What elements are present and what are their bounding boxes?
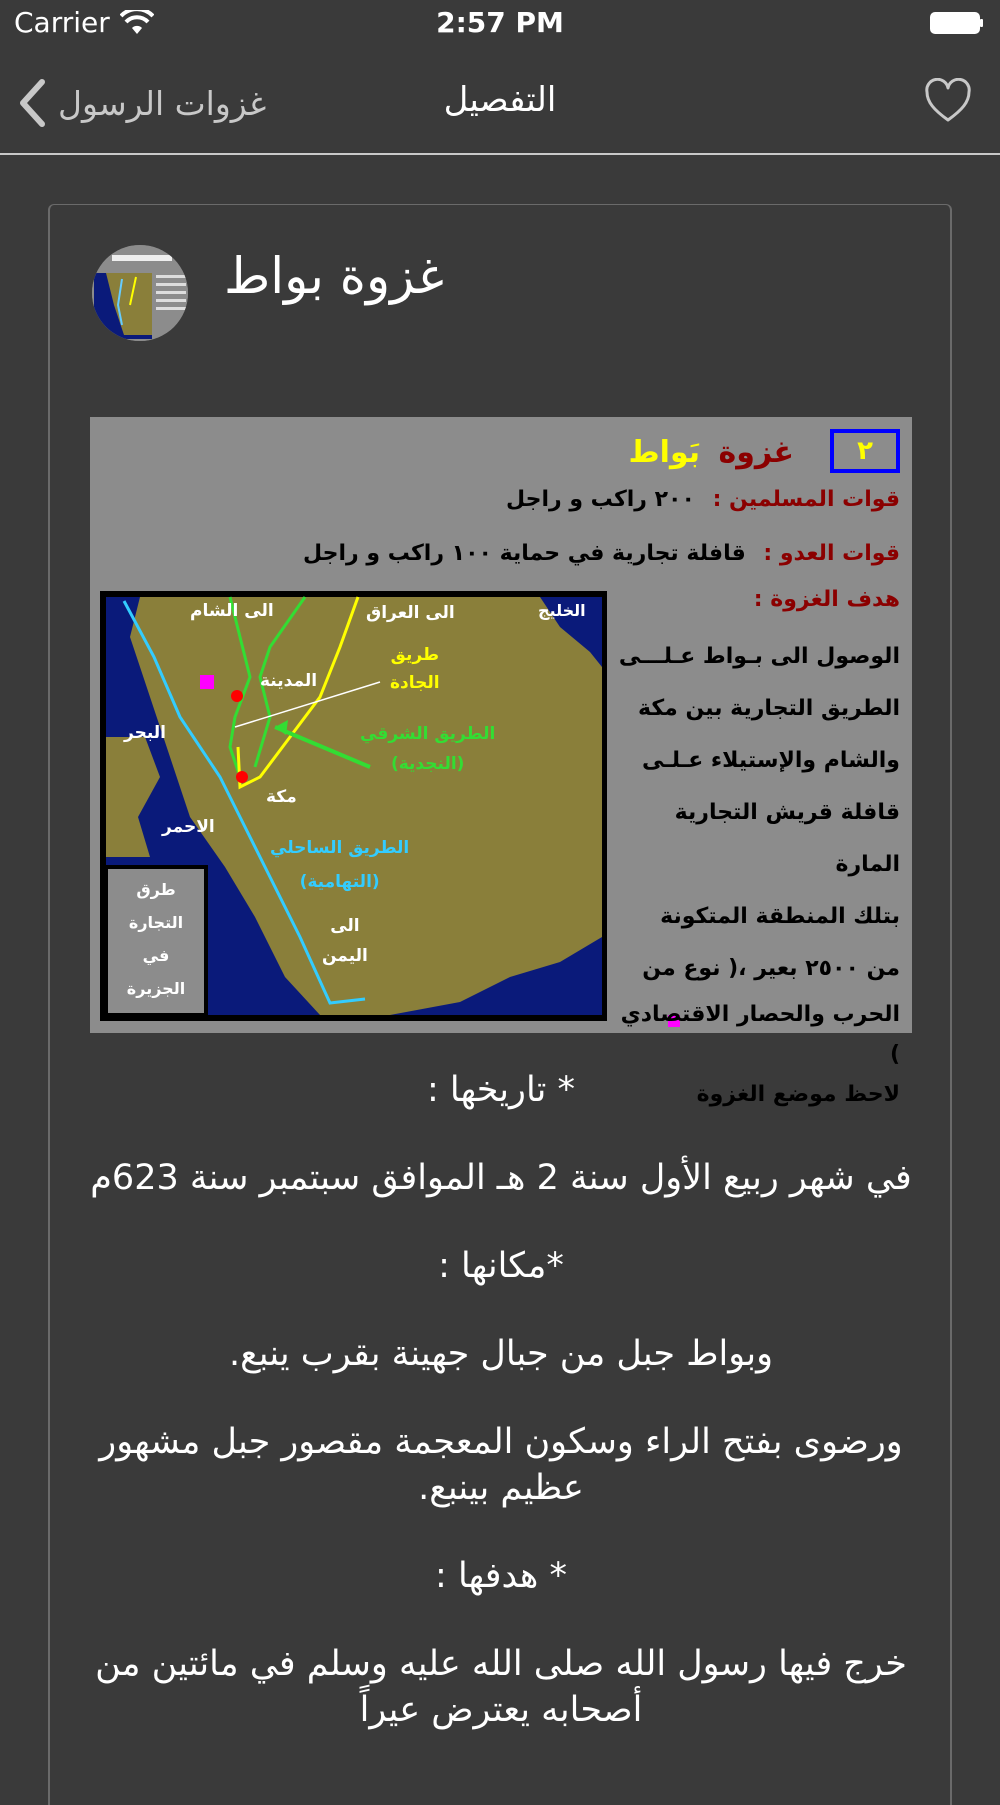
muslim-forces-value: ٢٠٠ راكب و راجل bbox=[505, 487, 695, 512]
goal-paragraph: خرج فيها رسول الله صلى الله عليه وسلم في مائتين من أصحابه يعترض عيراً bbox=[95, 1644, 907, 1730]
map-heading-word1: غزوة bbox=[718, 435, 794, 470]
map-label-yemen-1: الى bbox=[330, 916, 360, 936]
enemy-forces-row bbox=[303, 541, 900, 566]
map-number: ٢ bbox=[857, 436, 873, 466]
map-label-eastern-road-1: الطريق الشرقي bbox=[360, 724, 496, 744]
map-label-road-jada-1: طريق bbox=[390, 645, 439, 665]
goal-line: من ٢٥٠٠ بعير ،( نوع من bbox=[642, 956, 900, 981]
map-label-road-jada-2: الجادة bbox=[390, 673, 440, 693]
goal-line: والشام والإستيلاء عـلـى bbox=[641, 748, 900, 773]
map-legend-line: طرق bbox=[136, 880, 176, 899]
goal-line: الحرب والحصار الاقتصادي ) bbox=[620, 1002, 900, 1067]
place-text: وبواط جبل من جبال جهينة بقرب ينبع. bbox=[229, 1334, 773, 1374]
goal-line: بتلك المنطقة المتكونة bbox=[660, 904, 900, 929]
map-label-sham: الى الشام bbox=[190, 601, 274, 621]
map-label-madina: المدينة bbox=[260, 671, 318, 691]
article-body bbox=[90, 1067, 912, 1775]
muslim-forces-label: قوات المسلمين : bbox=[712, 487, 900, 512]
navigation-bar bbox=[0, 50, 1000, 155]
enemy-forces-value: قافلة تجارية في حماية ١٠٠ راكب و راجل bbox=[303, 541, 746, 566]
heart-icon[interactable] bbox=[924, 78, 972, 124]
place-text: ورضوى بفتح الراء وسكون المعجمة مقصور جبل مشهور عظيم بينبع. bbox=[99, 1422, 903, 1508]
map-label-coastal-road-1: الطريق الساحلي bbox=[270, 838, 410, 858]
goal-line: الطريق التجارية بين مكة bbox=[638, 696, 900, 721]
map-legend-line: في bbox=[142, 946, 170, 965]
map-thumbnail-icon bbox=[92, 245, 188, 341]
map-label-eastern-road-2: (النجدية) bbox=[390, 754, 465, 774]
battery-icon bbox=[930, 12, 984, 34]
date-heading: * تاريخها : bbox=[427, 1070, 575, 1110]
back-button-label: غزوات الرسول bbox=[58, 83, 267, 123]
map-label-coastal-road-2: (التهامية) bbox=[299, 872, 380, 892]
place-heading: *مكانها : bbox=[438, 1246, 564, 1286]
detail-card bbox=[48, 204, 952, 1805]
map-label-road-jada bbox=[390, 641, 440, 697]
enemy-forces-label: قوات العدو : bbox=[763, 541, 900, 566]
avatar bbox=[92, 245, 188, 341]
status-bar bbox=[0, 0, 1000, 50]
carrier-label: Carrier bbox=[14, 6, 110, 39]
map-label-coastal-road bbox=[270, 831, 409, 899]
goal-heading: * هدفها : bbox=[435, 1556, 567, 1596]
map-label-gulf: الخليج bbox=[538, 601, 586, 620]
muslim-forces-row bbox=[506, 487, 900, 512]
map-legend-line: التجارة bbox=[128, 913, 184, 932]
goal-line: الوصول الى بـواط عـلـــى bbox=[618, 644, 900, 669]
map-label-sea: البحر bbox=[124, 723, 166, 743]
goal-text bbox=[608, 631, 900, 1115]
goal-line: قافلة قريش التجارية المارة bbox=[674, 800, 900, 877]
map-heading bbox=[629, 435, 794, 470]
map-label-yemen-2: اليمن bbox=[322, 946, 368, 966]
date-text: في شهر ربيع الأول سنة 2 هـ الموافق سبتمبر سنة 623م bbox=[90, 1158, 912, 1198]
card-title: غزوة بواط bbox=[224, 247, 444, 305]
map-legend bbox=[108, 873, 204, 1005]
map-label-eastern-road bbox=[360, 719, 495, 779]
goal-label: هدف الغزوة : bbox=[753, 587, 900, 612]
map-label-makkah: مكة bbox=[266, 787, 297, 807]
map-label-red: الاحمر bbox=[162, 817, 215, 837]
goal-line: لاحظ موضع الغزوة bbox=[696, 1082, 900, 1107]
map-label-iraq: الى العراق bbox=[366, 603, 455, 623]
map-label-yemen bbox=[322, 911, 368, 971]
map-legend-line: الجزيرة bbox=[126, 979, 186, 998]
nav-title: التفصيل bbox=[443, 80, 557, 120]
map-heading-word2: بَواط bbox=[628, 435, 701, 470]
clock: 2:57 PM bbox=[436, 6, 564, 39]
